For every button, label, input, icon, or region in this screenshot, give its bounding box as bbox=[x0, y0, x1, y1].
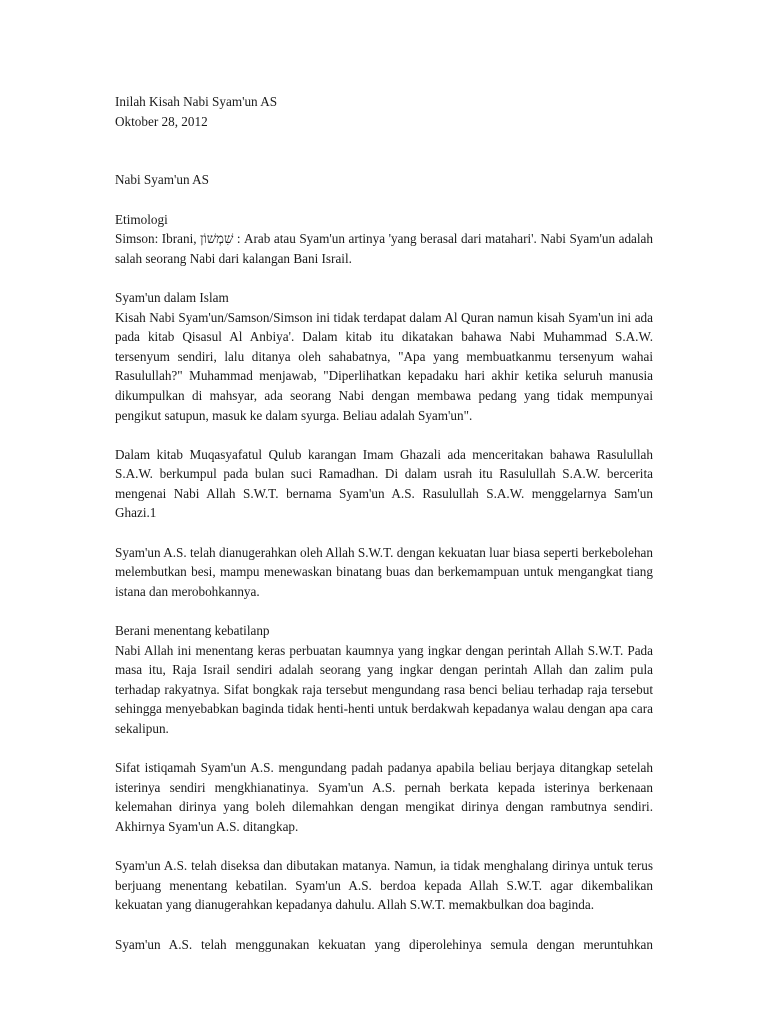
document-title: Inilah Kisah Nabi Syam'un AS bbox=[115, 94, 278, 109]
paragraph-meruntuhkan: Syam'un A.S. telah menggunakan kekuatan yang diperolehinya semula dengan meruntuhkan bbox=[115, 936, 653, 952]
document-subtitle: Nabi Syam'un AS bbox=[115, 172, 209, 188]
paragraph-kekuatan: Syam'un A.S. telah dianugerahkan oleh Allah S.W.T. dengan kekuatan luar biasa seperti berkebolehan melembutkan besi, mampu menewaskan binatang buas dan berkemampuan untuk mengangkat tiang istana dan merobohkannya. bbox=[115, 544, 653, 599]
paragraph-raja-israil: Nabi Allah ini menentang keras perbuatan kaumnya yang ingkar dengan perintah Allah S.W.T. Pada masa itu, Raja Israil sendiri adalah seorang yang ingkar dengan perintah Allah dan zalim pula terhadap rakyatnya. Sifat bongkak raja tersebut mengundang rasa benci beliau terhadap raja tersebut sehingga menyebabkan baginda tidak henti-henti untuk berdakwah kepadanya walau dengan apa cara sekalipun. bbox=[115, 642, 653, 736]
paragraph-qisasul-anbiya: Kisah Nabi Syam'un/Samson/Simson ini tidak terdapat dalam Al Quran namun kisah Syam'un ini ada pada kitab Qisasul Al Anbiya'. Dalam kitab itu dikatakan bahawa Nabi Muhammad S.A.W. tersenyum sendiri, lalu ditanya oleh sahabatnya, "Apa yang membuatkanmu tersenyum wahai Rasulullah?" Muhammad menjawab, "Diperlihatkan kepadaku hari akhir ketika seluruh manusia dikumpulkan di mahsyar, ada seorang Nabi dengan membawa pedang yang tidak mempunyai pengikut satupun, masuk ke dalam syurga. Beliau adalah Syam'un". bbox=[115, 309, 653, 423]
paragraph-etimologi: Simson: Ibrani, שִׁמְשׁוֹן : Arab atau Syam'un artinya 'yang berasal dari matahari'. Nabi Syam'un adalah salah seorang Nabi dari kalangan Bani Israil. bbox=[115, 231, 653, 266]
section-heading-berani-menentang: Berani menentang kebatilanp bbox=[115, 623, 270, 639]
paragraph-istiqamah: Sifat istiqamah Syam'un A.S. mengundang padah padanya apabila beliau berjaya ditangkap setelah isterinya sendiri mengkhianatinya. Syam'un A.S. pernah berkata kepada isterinya berkenaan kelemahan dirinya yang boleh dilemahkan dengan mengikat dirinya dengan rambutnya sendiri. Akhirnya Syam'un A.S. ditangkap. bbox=[115, 760, 653, 834]
section-heading-syamun-dalam-islam: Syam'un dalam Islam bbox=[115, 289, 229, 305]
document-page bbox=[115, 92, 653, 954]
paragraph-diseksa: Syam'un A.S. telah diseksa dan dibutakan matanya. Namun, ia tidak menghalang dirinya untuk terus berjuang menentang kebatilan. Syam'un A.S. berdoa kepada Allah S.W.T. agar dikembalikan kekuatan yang dianugerahkan kepadanya dahulu. Allah S.W.T. memakbulkan doa baginda. bbox=[115, 858, 653, 913]
paragraph-muqasyafatul-qulub: Dalam kitab Muqasyafatul Qulub karangan Imam Ghazali ada menceritakan bahawa Rasulullah S.A.W. berkumpul pada bulan suci Ramadhan. Di dalam usrah itu Rasulullah S.A.W. bercerita mengenai Nabi Allah S.W.T. bernama Syam'un A.S. Rasulullah S.A.W. menggelarnya Sam'un Ghazi.1 bbox=[115, 446, 653, 521]
section-heading-etimologi: Etimologi bbox=[115, 211, 168, 227]
document-date: Oktober 28, 2012 bbox=[115, 113, 208, 129]
